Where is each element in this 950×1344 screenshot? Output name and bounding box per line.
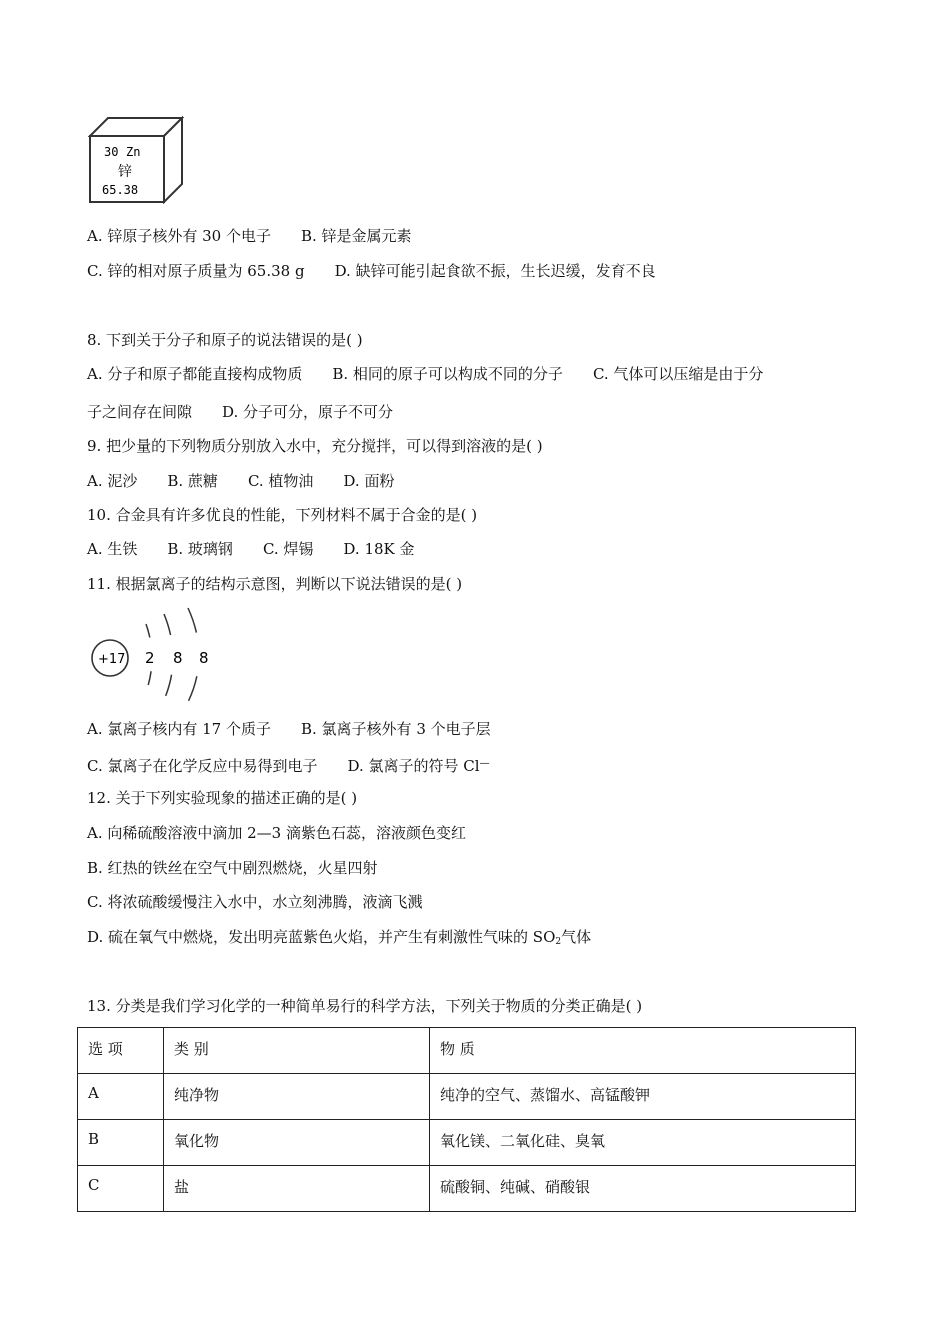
q10-option-d[interactable]: D. 18K 金 bbox=[343, 540, 415, 558]
table-header-row bbox=[78, 1028, 856, 1074]
nucleus-charge: +17 bbox=[98, 652, 126, 667]
q11-option-c[interactable]: C. 氯离子在化学反应中易得到电子 bbox=[87, 757, 318, 775]
row-category: 纯净物 bbox=[164, 1074, 430, 1120]
row-category: 盐 bbox=[164, 1166, 430, 1212]
q7-option-c[interactable]: C. 锌的相对原子质量为 65.38 g bbox=[87, 262, 305, 280]
q9-option-b[interactable]: B. 蔗糖 bbox=[167, 472, 218, 490]
q12-option-d-text: D. 硫在氧气中燃烧，发出明亮蓝紫色火焰，并产生有刺激性气味的 SO bbox=[87, 928, 556, 946]
row-option: A bbox=[78, 1074, 164, 1120]
q10-option-b[interactable]: B. 玻璃钢 bbox=[167, 540, 233, 558]
q8-stem: 8. 下到关于分子和原子的说法错误的是( ) bbox=[87, 331, 363, 349]
q8-options-row1 bbox=[87, 364, 763, 384]
q9-stem: 9. 把少量的下列物质分别放入水中，充分搅拌，可以得到溶液的是( ) bbox=[87, 437, 543, 455]
header-substance: 物 质 bbox=[430, 1028, 856, 1074]
q9-options bbox=[87, 471, 394, 491]
q10-options bbox=[87, 539, 415, 559]
chloride-ion-structure-diagram bbox=[88, 606, 218, 702]
row-option: B bbox=[78, 1120, 164, 1166]
q11-option-a[interactable]: A. 氯离子核内有 17 个质子 bbox=[87, 720, 271, 738]
q10-option-c[interactable]: C. 焊锡 bbox=[262, 540, 314, 558]
q12-option-b[interactable]: B. 红热的铁丝在空气中剧烈燃烧，火星四射 bbox=[87, 859, 378, 877]
q11-option-b[interactable]: B. 氯离子核外有 3 个电子层 bbox=[301, 720, 491, 738]
shell-3-electrons: 8 bbox=[199, 649, 209, 667]
q7-options-row1 bbox=[87, 226, 412, 246]
q7-options-row2 bbox=[87, 261, 656, 281]
q8-options-row2 bbox=[87, 402, 393, 422]
q12-option-a[interactable]: A. 向稀硫酸溶液中滴加 2—3 滴紫色石蕊，溶液颜色变红 bbox=[87, 824, 466, 842]
q8-option-a[interactable]: A. 分子和原子都能直接构成物质 bbox=[87, 365, 303, 383]
table-row bbox=[78, 1074, 856, 1120]
q10-stem: 10. 合金具有许多优良的性能，下列材料不属于合金的是( ) bbox=[87, 506, 478, 524]
q12-option-d-suffix: 气体 bbox=[561, 928, 592, 946]
q7-option-a[interactable]: A. 锌原子核外有 30 个电子 bbox=[87, 227, 271, 245]
row-substance: 纯净的空气、蒸馏水、高锰酸钾 bbox=[430, 1074, 856, 1120]
q11-stem: 11. 根据氯离子的结构示意图，判断以下说法错误的是( ) bbox=[87, 575, 463, 593]
zinc-mass: 65.38 bbox=[102, 183, 139, 197]
so2-subscript: 2 bbox=[555, 937, 562, 947]
q8-option-c[interactable]: C. 气体可以压缩是由于分 bbox=[592, 365, 764, 383]
zinc-symbol: Zn bbox=[126, 145, 141, 159]
q9-option-a[interactable]: A. 泥沙 bbox=[87, 472, 138, 490]
zinc-name: 锌 bbox=[118, 164, 132, 180]
q9-option-d[interactable]: D. 面粉 bbox=[343, 472, 395, 490]
table-row bbox=[78, 1166, 856, 1212]
shell-2-electrons: 8 bbox=[173, 649, 183, 667]
q13-stem: 13. 分类是我们学习化学的一种简单易行的科学方法，下列关于物质的分类正确是( ) bbox=[87, 997, 643, 1015]
row-substance: 氧化镁、二氧化硅、臭氧 bbox=[430, 1120, 856, 1166]
q11-option-d[interactable] bbox=[347, 754, 489, 776]
q8-option-c-continued[interactable]: 子之间存在间隙 bbox=[87, 403, 193, 421]
q11-options-row1 bbox=[87, 719, 491, 739]
header-category: 类 别 bbox=[164, 1028, 430, 1074]
q8-option-d[interactable]: D. 分子可分，原子不可分 bbox=[222, 403, 394, 421]
q7-option-d[interactable]: D. 缺锌可能引起食欲不振，生长迟缓，发育不良 bbox=[334, 262, 656, 280]
q12-option-d[interactable] bbox=[87, 927, 591, 952]
row-option: C bbox=[78, 1166, 164, 1212]
zinc-atomic-number: 30 bbox=[104, 145, 119, 159]
table-row bbox=[78, 1120, 856, 1166]
q9-option-c[interactable]: C. 植物油 bbox=[247, 472, 314, 490]
q8-option-b[interactable]: B. 相同的原子可以构成不同的分子 bbox=[332, 365, 563, 383]
q7-option-b[interactable]: B. 锌是金属元素 bbox=[301, 227, 412, 245]
q11-options-row2 bbox=[87, 754, 490, 776]
row-substance: 硫酸铜、纯碱、硝酸银 bbox=[430, 1166, 856, 1212]
q12-stem: 12. 关于下列实验现象的描述正确的是( ) bbox=[87, 789, 358, 807]
header-option: 选 项 bbox=[78, 1028, 164, 1074]
zinc-element-card bbox=[88, 114, 184, 204]
q12-option-c[interactable]: C. 将浓硫酸缓慢注入水中，水立刻沸腾，液滴飞溅 bbox=[87, 893, 423, 911]
shell-1-electrons: 2 bbox=[145, 649, 155, 667]
row-category: 氧化物 bbox=[164, 1120, 430, 1166]
classification-table bbox=[77, 1027, 856, 1212]
charge-superscript: — bbox=[479, 758, 490, 769]
q11-option-d-text: D. 氯离子的符号 Cl bbox=[347, 757, 480, 775]
q10-option-a[interactable]: A. 生铁 bbox=[87, 540, 138, 558]
